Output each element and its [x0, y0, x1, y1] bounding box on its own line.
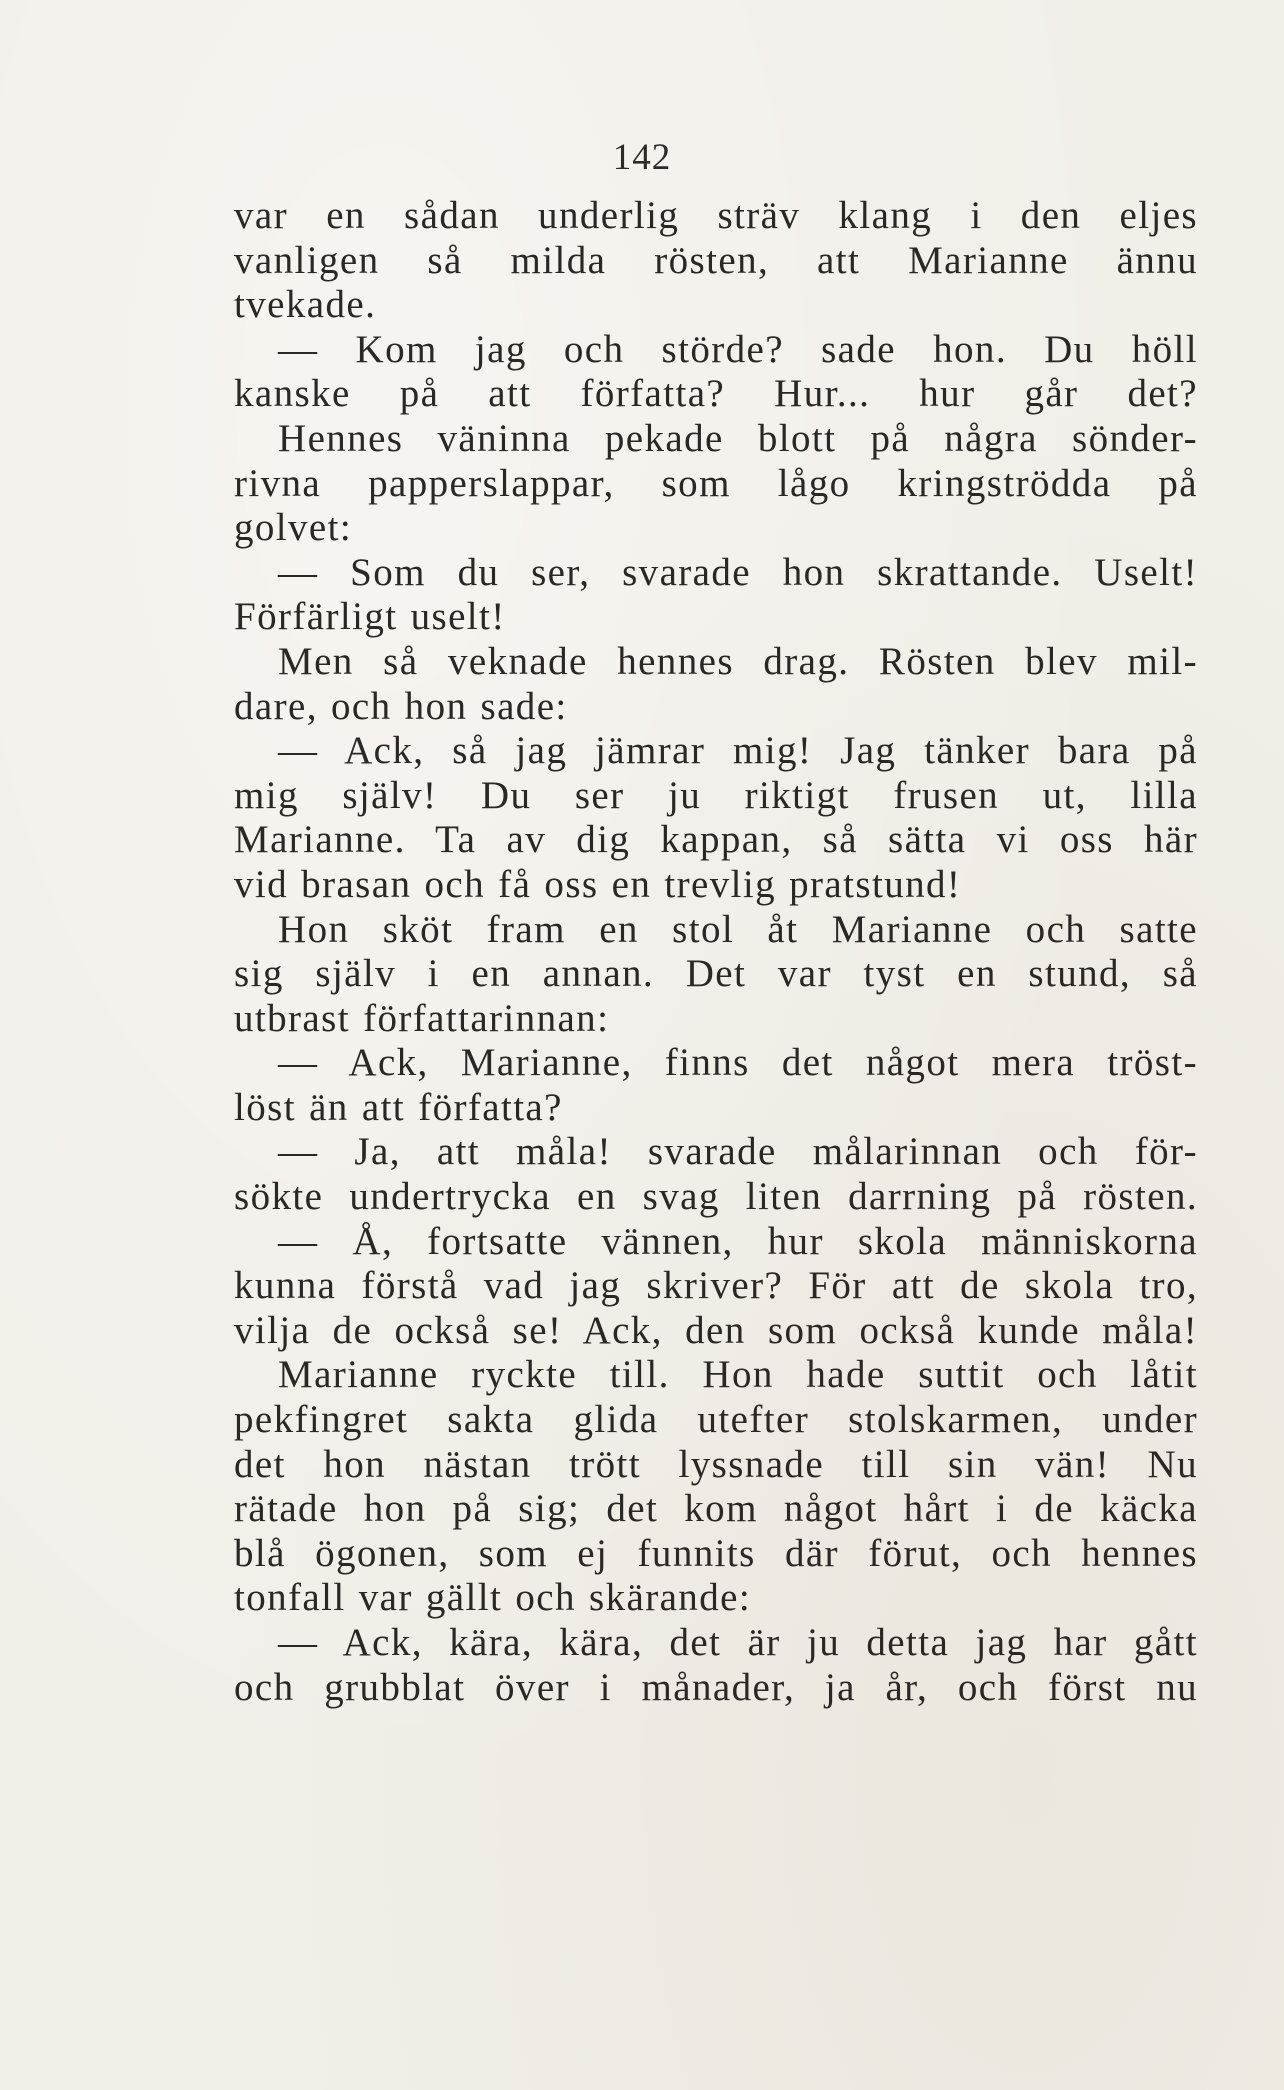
text-line: och grubblat över i månader, ja år, och först nu	[234, 1665, 1198, 1709]
text-line: Men så veknade hennes drag. Rösten blev mil-	[278, 639, 1198, 683]
text-line: tvekade.	[234, 283, 377, 327]
text-line: rätade hon på sig; det kom något hårt i de käcka	[234, 1487, 1198, 1531]
text-line: Förfärligt uselt!	[234, 595, 506, 639]
text-line: löst än att författa?	[234, 1085, 563, 1129]
text-line: — Ack, Marianne, finns det något mera tröst-	[278, 1041, 1198, 1085]
text-line: Marianne. Ta av dig kappan, så sätta vi oss här	[234, 818, 1198, 862]
text-line: utbrast författarinnan:	[234, 996, 610, 1040]
text-line: vid brasan och få oss en trevlig pratstund!	[234, 862, 962, 906]
text-line: — Kom jag och störde? sade hon. Du höll	[278, 327, 1198, 371]
text-line: sökte undertrycka en svag liten darrning på rösten.	[234, 1175, 1198, 1219]
text-line: golvet:	[234, 506, 353, 550]
page-number: 142	[612, 137, 672, 178]
text-line: var en sådan underlig sträv klang i den eljes	[234, 194, 1198, 237]
text-line: vanligen så milda rösten, att Marianne ännu	[234, 238, 1198, 282]
text-line: — Ack, så jag jämrar mig! Jag tänker bara på	[278, 729, 1198, 773]
text-line: kanske på att författa? Hur... hur går det?	[234, 372, 1198, 416]
text-line: blå ögonen, som ej funnits där förut, och hennes	[234, 1531, 1198, 1575]
text-line: dare, och hon sade:	[234, 684, 568, 728]
text-line: — Ack, kära, kära, det är ju detta jag har gått	[278, 1621, 1198, 1664]
text-line: Marianne ryckte till. Hon hade suttit och låtit	[278, 1353, 1198, 1397]
text-line: kunna förstå vad jag skriver? För att de skola tro,	[234, 1264, 1198, 1308]
text-line: Hennes väninna pekade blott på några sönder-	[278, 416, 1198, 460]
text-line: — Ja, att måla! svarade målarinnan och för-	[278, 1130, 1198, 1174]
text-line: tonfall var gällt och skärande:	[234, 1576, 752, 1620]
text-line: — Som du ser, svarade hon skrattande. Uselt!	[278, 550, 1198, 594]
body-text	[234, 194, 1198, 1710]
text-line: mig själv! Du ser ju riktigt frusen ut, lilla	[234, 773, 1198, 817]
text-line: sig själv i en annan. Det var tyst en stund, så	[234, 952, 1198, 996]
text-line: Hon sköt fram en stol åt Marianne och satte	[278, 907, 1198, 951]
text-line: det hon nästan trött lyssnade till sin vän! Nu	[234, 1442, 1198, 1486]
text-line: vilja de också se! Ack, den som också kunde måla!	[234, 1308, 1198, 1352]
text-line: rivna papperslappar, som lågo kringströdda på	[234, 461, 1198, 505]
text-line: — Å, fortsatte vännen, hur skola människorna	[278, 1219, 1198, 1263]
text-line: pekfingret sakta glida utefter stolskarmen, under	[234, 1398, 1198, 1442]
